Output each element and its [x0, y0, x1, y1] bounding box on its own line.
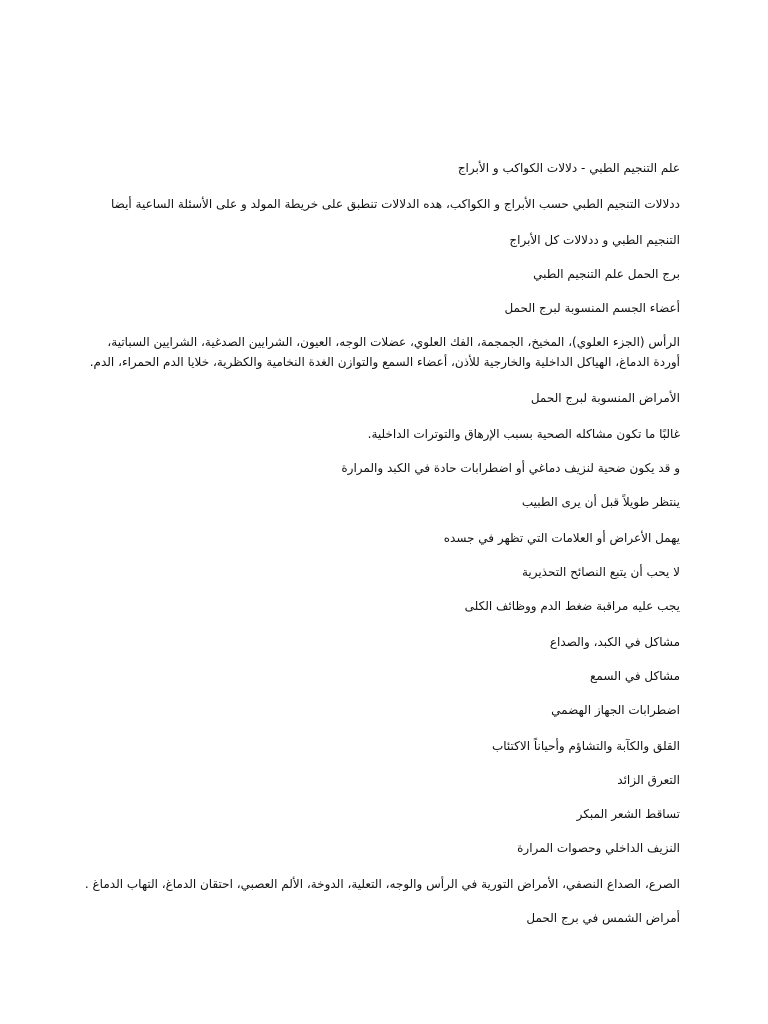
section-heading: أعضاء الجسم المنسوبة لبرج الحمل — [504, 301, 680, 315]
body-line: تساقط الشعر المبكر — [576, 807, 680, 821]
body-line: لا يحب أن يتبع النصائح التحذيرية — [521, 565, 680, 579]
body-line: يجب عليه مراقبة ضغط الدم ووظائف الكلى — [464, 599, 680, 613]
section-heading: أمراض الشمس في برج الحمل — [526, 911, 680, 925]
body-line: مشاكل في السمع — [590, 669, 680, 683]
section-heading: الأمراض المنسوبة لبرج الحمل — [530, 391, 680, 405]
intro-paragraph: ددلالات التنجيم الطبي حسب الأبراج و الكواكب، هده الدلالات تنطبق على خريطة المولد و على الأسئلة الساعية أيضا — [111, 197, 680, 211]
body-line: النزيف الداخلي وحصوات المرارة — [517, 841, 680, 855]
body-line: مشاكل في الكبد، والصداع — [549, 635, 680, 649]
body-line: ينتظر طويلاً قبل أن يرى الطبيب — [521, 495, 680, 509]
body-line: و قد يكون ضحية لنزيف دماغي أو اضطرابات حادة في الكبد والمرارة — [341, 461, 680, 475]
body-line: الصرع، الصداع النصفي، الأمراض التورية في الرأس والوجه، التعلية، الدوخة، الألم العصبي، احتقان الدماغ، التهاب الدماغ . — [84, 877, 680, 891]
body-line: غالبًا ما تكون مشاكله الصحية بسبب الإرهاق والتوترات الداخلية. — [367, 427, 680, 441]
section-heading: التنجيم الطبي و ددلالات كل الأبراج — [509, 233, 680, 247]
body-paragraph: الرأس (الجزء العلوي)، المخيخ، الجمجمة، الفك العلوي، عضلات الوجه، العيون، الشرايين الصدغية، الشرايين السباتية، أوردة الدماغ، الهياكل الداخلية والخارجية للأذن، أعضاء السمع والتوازن الغدة النخامية والكظرية، خلايا الدم الحمراء، الدم. — [89, 335, 680, 369]
body-line: التعرق الزائد — [617, 773, 680, 787]
body-line: يهمل الأعراض أو العلامات التي تظهر في جسده — [443, 531, 680, 545]
section-heading: برج الحمل علم التنجيم الطبي — [533, 267, 680, 281]
body-line: القلق والكآبة والتشاؤم وأحياناً الاكتئاب — [491, 739, 680, 753]
body-line: اضطرابات الجهاز الهضمي — [551, 703, 680, 717]
document-title: علم التنجيم الطبي - دلالات الكواكب و الأبراج — [457, 161, 680, 175]
